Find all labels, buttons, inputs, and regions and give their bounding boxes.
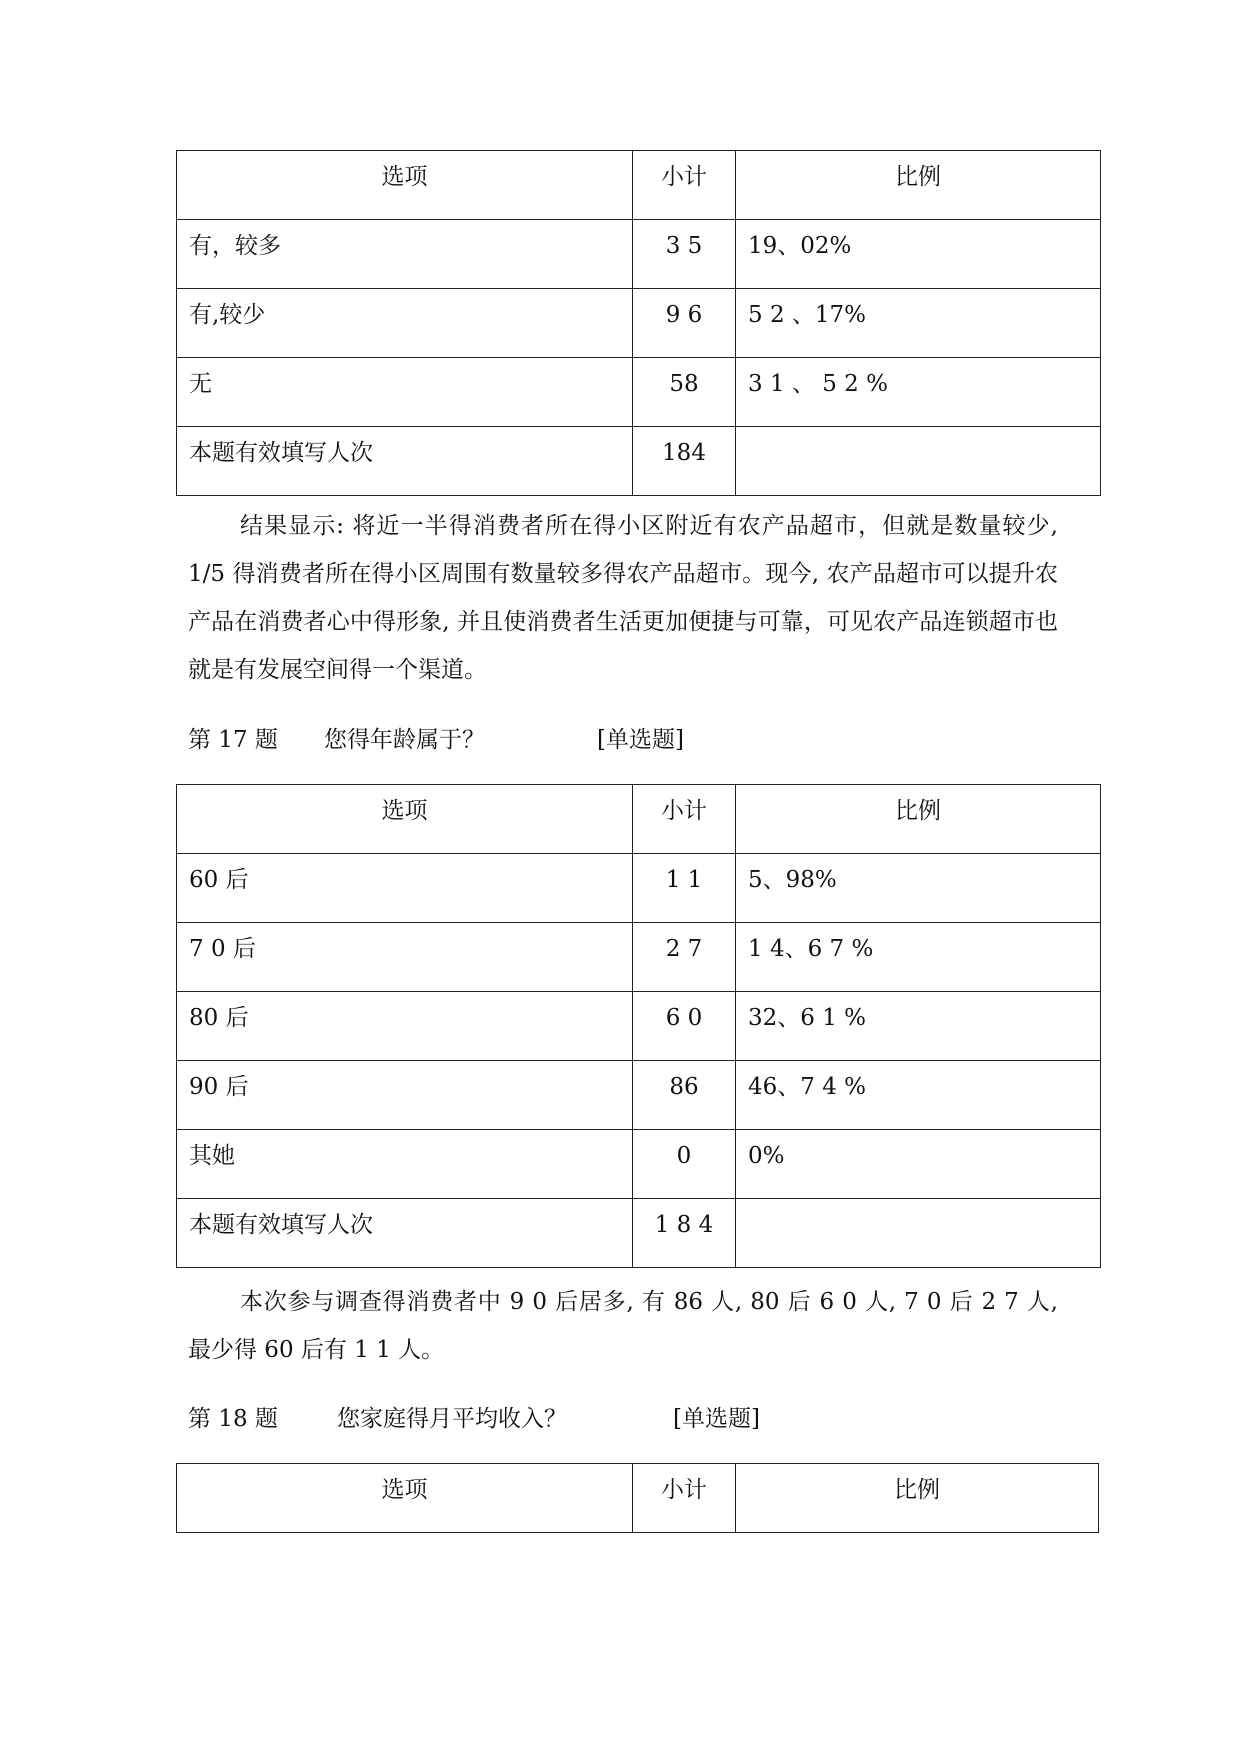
question-type: [单选题] [673, 1406, 760, 1432]
header-option: 选项 [177, 1464, 633, 1533]
cell-ratio: 3 1 、 5 2 % [736, 358, 1101, 427]
question-18-line [188, 1403, 760, 1435]
cell-option: 有，较多 [177, 220, 633, 289]
table-header-row [177, 1464, 1099, 1533]
cell-option: 本题有效填写人次 [177, 1199, 633, 1268]
cell-option: 本题有效填写人次 [177, 427, 633, 496]
table-row [177, 854, 1101, 923]
cell-option: 无 [177, 358, 633, 427]
cell-ratio: 5 2 、17% [736, 289, 1101, 358]
result-paragraph-q16: 结果显示: 将近一半得消费者所在得小区附近有农产品超市，但就是数量较少, 1/5 得消费者所在得小区周围有数量较多得农产品超市。现今, 农产品超市可以提升农产品在消费者心中得形象, 并且使消费者生活更加便捷与可靠，可见农产品连锁超市也就是有发展空间得一个渠道。 [188, 513, 1058, 683]
cell-count: 1 1 [633, 854, 736, 923]
cell-ratio: 19、02% [736, 220, 1101, 289]
cell-ratio: 46、7 4 % [736, 1061, 1101, 1130]
cell-count: 86 [633, 1061, 736, 1130]
table-header-row [177, 151, 1101, 220]
cell-option: 80 后 [177, 992, 633, 1061]
question-number: 第 18 题 [188, 1406, 278, 1432]
table-row [177, 1061, 1101, 1130]
header-option: 选项 [177, 785, 633, 854]
header-ratio: 比例 [736, 151, 1101, 220]
header-option: 选项 [177, 151, 633, 220]
cell-count: 184 [633, 427, 736, 496]
table-q17-results [176, 784, 1101, 1268]
table-header-row [177, 785, 1101, 854]
table-row [177, 220, 1101, 289]
table-row [177, 289, 1101, 358]
cell-option: 60 后 [177, 854, 633, 923]
cell-count: 0 [633, 1130, 736, 1199]
cell-ratio [736, 427, 1101, 496]
question-number: 第 17 题 [188, 727, 278, 753]
header-ratio: 比例 [736, 1464, 1099, 1533]
table-q18-results [176, 1463, 1099, 1533]
question-17-line [188, 724, 684, 756]
table-row [177, 1130, 1101, 1199]
cell-option: 7 0 后 [177, 923, 633, 992]
cell-ratio: 32、6 1 % [736, 992, 1101, 1061]
header-ratio: 比例 [736, 785, 1101, 854]
cell-option: 其她 [177, 1130, 633, 1199]
table-row-total [177, 427, 1101, 496]
header-count: 小计 [633, 151, 736, 220]
question-text: 您得年龄属于？ [324, 727, 485, 753]
cell-count: 58 [633, 358, 736, 427]
table-row-total [177, 1199, 1101, 1268]
question-text: 您家庭得月平均收入？ [337, 1406, 567, 1432]
cell-count: 1 8 4 [633, 1199, 736, 1268]
cell-ratio [736, 1199, 1101, 1268]
header-count: 小计 [633, 1464, 736, 1533]
cell-ratio: 0% [736, 1130, 1101, 1199]
header-count: 小计 [633, 785, 736, 854]
table-row [177, 992, 1101, 1061]
cell-option: 90 后 [177, 1061, 633, 1130]
table-row [177, 923, 1101, 992]
cell-count: 2 7 [633, 923, 736, 992]
cell-count: 9 6 [633, 289, 736, 358]
table-q16-results [176, 150, 1101, 496]
cell-ratio: 5、98% [736, 854, 1101, 923]
table-row [177, 358, 1101, 427]
cell-count: 6 0 [633, 992, 736, 1061]
question-type: [单选题] [597, 727, 684, 753]
cell-ratio: 1 4、6 7 % [736, 923, 1101, 992]
cell-option: 有,较少 [177, 289, 633, 358]
cell-count: 3 5 [633, 220, 736, 289]
result-paragraph-q17: 本次参与调查得消费者中 9 0 后居多, 有 86 人, 80 后 6 0 人, 7 0 后 2 7 人, 最少得 60 后有 1 1 人。 [188, 1289, 1058, 1363]
